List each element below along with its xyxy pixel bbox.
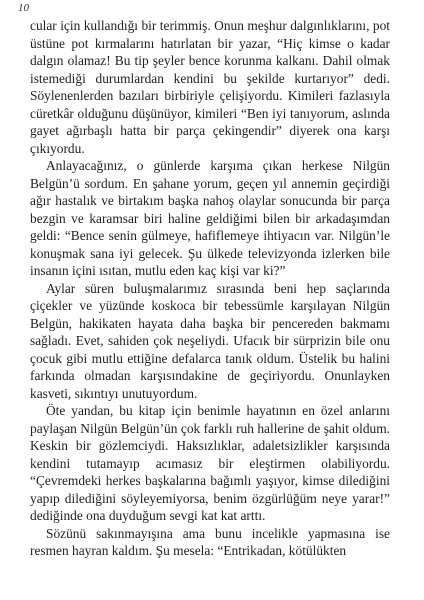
paragraph-4: Öte yandan, bu kitap için benimle hayatının en özel anlarını paylaşan Nilgün Belgün’ün çok farklı ruh hallerine de şahit oldum. Keskin bir gözlemciydi. Haksızlıklar, adaletsizlikler karşısında kendini tutamayıp acımasız bir eleştirmen olabiliyordu. “Çevremdeki herkes başkalarına bağımlı yaşıyor, kimse dilediğini yapıp dilediğini söyleyemiyorsa, benim özgürlüğüm neye yarar!” dediğinde ona duyduğum sevgi kat kat arttı. <box>30 403 390 523</box>
paragraph-1: cular için kullandığı bir terimmiş. Onun meşhur dalgınlıklarını, pot üstüne pot kırmalarını hatırlatan bir yazar, “Hiç kimse o kadar dalgın olamaz! Bu tip şeyler bence korunma kalkanı. Dahil olmak istemediği durumlardan kendini bu şekilde kurtarıyor” dedi. Söylenenlerden bazıları birbiriyle çelişiyordu. Kimileri fazlasıyla cüretkâr olduğunu düşünüyor, kimileri “Ben iyi tanıyorum, aslında gayet ağırbaşlı hatta bir parça çekingendir” diyerek ona karşı çıkıyordu. <box>30 18 390 156</box>
paragraph-2: Anlayacağınız, o günlerde karşıma çıkan herkese Nilgün Belgün’ü sordum. En şahane yorum, geçen yıl annemin geçirdiği ağır hastalık ve birtakım başka nahoş olaylar sonucunda bir parça bezgin ve karamsar biri haline geldiğimi bilen bir arkadaşımdan geldi: “Bence senin gülmeye, hafiflemeye ihtiyacın var. Nilgün’le konuşmak sana iyi gelecek. Şu ülkede televizyonda izlerken bile insanın içini ısıtan, mutlu eden kaç kişi var ki?” <box>30 158 390 278</box>
page-number: 10 <box>18 2 29 14</box>
paragraph-5: Sözünü sakınmayışına ama bunu incelikle yapmasına ise resmen hayran kaldım. Şu mesela: “Entrikadan, kötülükten <box>30 525 390 558</box>
paragraph-3: Aylar süren buluşmalarımız sırasında beni hep saçlarında çiçekler ve yüzünde koskoca bir tebessümle karşılayan Nilgün Belgün, hakikaten hayata daha başka bir pencereden bakmamı sağladı. Evet, sahiden çok neşeliydi. Ufacık bir sürprizin bile onu çocuk gibi mutlu ettiğine defalarca tanık oldum. Üstelik bu halini farkında olmadan karşısındakine de geçiriyordu. Onunlayken kasveti, sıkıntıyı unutuyordum. <box>30 280 390 401</box>
body-text <box>30 17 390 560</box>
